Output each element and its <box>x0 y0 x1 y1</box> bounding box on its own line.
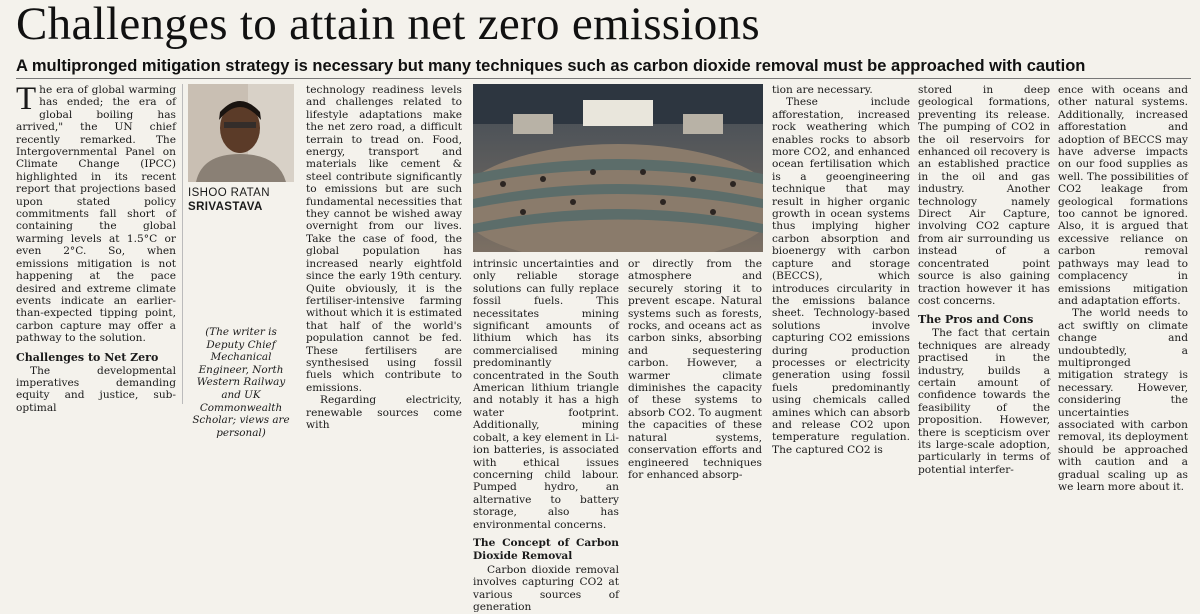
paragraph: stored in deep geological formations, preventing its release. The pumping of CO2 in the oil reservoirs for enhanced oil recovery is an established practice in the oil and gas industry. Another technology namely Direct Air Capture, involving CO2 capture from air surrounding us instead of a concentrated point source is also gaining traction however it has cost concerns. <box>918 84 1050 307</box>
author-bio: (The writer is Deputy Chief Mechanical Engineer, North Western Railway and UK Commonwealth Scholar; views are personal) <box>192 326 290 439</box>
paragraph: ence with oceans and other natural systems. Additionally, increased afforestation and adoption of BECCS may have adverse impacts on our food supplies as well. The possibilities of CO2 leakage from geological formations too cannot be ignored. Also, it is argued that excessive reliance on carbon removal pathways may lead to complacency in emissions mitigation and adaptation efforts. <box>1058 84 1188 307</box>
article-subheadline: A multipronged mitigation strategy is necessary but many techniques such as carbon dioxide removal must be approached with caution <box>16 57 1086 75</box>
section-heading-net-zero: Challenges to Net Zero <box>16 350 159 364</box>
paragraph: These include afforestation, increased rock weathering which enables rocks to absorb more CO2, and enhanced ocean fertilisation which is a geoengineering technique that may result in higher organic growth in ocean systems thus implying higher carbon absorption and bioenergy with carbon capture and storage (BECCS), which introduces circularity in the emissions balance sheet. Technology-based solutions involve capturing CO2 emissions during production processes or electricity generation using fossil fuels predominantly using chemicals called amines which can absorb and release CO2 upon temperature regulation. The captured CO2 is <box>772 96 910 456</box>
paragraph: or directly from the atmosphere and securely storing it to prevent escape. Natural systems such as forests, rocks, and oceans act as carbon sinks, absorbing and sequestering carbon. However, a warmer climate diminishes the capacity of these systems to absorb CO2. To augment the capacities of these natural systems, conservation efforts and engineered techniques for enhanced absorp- <box>628 258 762 481</box>
column-6 <box>918 84 1050 476</box>
section-heading-concept: The Concept of Carbon Dioxide Removal <box>473 536 619 562</box>
column-1 <box>16 81 176 414</box>
paragraph: Regarding electricity, renewable sources come with <box>306 394 462 431</box>
paragraph: The developmental imperatives demanding equity and justice, sub-optimal <box>16 364 176 414</box>
author-first-name: ISHOO RATAN <box>188 187 270 199</box>
paragraph: The fact that certain techniques are already practised in the industry, builds a certain amount of confidence towards the feasibility of the proposition. However, there is scepticism over its large-scale adoption, particularly in terms of potential interfer- <box>918 327 1050 476</box>
conference-photo <box>473 84 763 252</box>
column-2 <box>306 84 462 431</box>
drop-cap: T <box>16 81 37 117</box>
header-rule <box>16 78 1191 79</box>
column-3 <box>473 258 619 614</box>
author-photo <box>188 84 294 182</box>
paragraph: technology readiness levels and challenges related to lifestyle adaptations make the net zero road, a difficult terrain to tread on. Food, energy, transport and materials like cement & steel contribute significantly to emissions but are such fundamental necessities that they cannot be wished away overnight from our lives. Take the case of food, the global population has increased nearly eightfold since the early 19th century. Quite obviously, it is the fertiliser-intensive farming without which it is estimated that half of the world's population cannot be fed. These fertilisers are synthesised using fossil fuels which contribute to emissions. <box>306 84 462 394</box>
paragraph: Carbon dioxide removal involves capturing CO2 at various sources of generation <box>473 563 619 614</box>
paragraph: intrinsic uncertainties and only reliable storage solutions can fully replace fossil fuels. This necessitates mining significant amounts of lithium which has its commercialised mining predominantly concentrated in the South American lithium triangle and notably it has a high water footprint. Additionally, mining cobalt, a key element in Li-ion batteries, is associated with ethical issues concerning child labour. Pumped hydro, an alternative to battery storage, also has environmental concerns. <box>473 258 619 531</box>
column-divider <box>182 84 183 404</box>
article-headline: Challenges to attain net zero emissions <box>16 0 760 50</box>
section-heading-pros-cons: The Pros and Cons <box>918 313 1034 327</box>
paragraph: The world needs to act swiftly on climate change and undoubtedly, a multipronged mitigation strategy is necessary. However, considering the uncertainties associated with carbon removal, its deployment should be approached with caution and a gradual scaling up as we learn more about it. <box>1058 307 1188 493</box>
paragraph <box>16 81 176 345</box>
paragraph: tion are necessary. <box>772 84 873 96</box>
column-4 <box>628 258 762 481</box>
column-7 <box>1058 84 1188 493</box>
column-5 <box>772 84 910 456</box>
paragraph-text: he era of global warming has ended; the era of global boiling has arrived," the UN chief recently remarked. The Intergovernmental Panel on Climate Change (IPCC) highlighted in its recent report that projections based upon stated policy commitments fall short of containing the global warming levels at 1.5°C or even 2°C. So, when emissions mitigation is not happening at the pace desired and extreme climate events indicate an earlier-than-expected tipping point, carbon capture may offer a pathway to the solution. <box>16 84 176 345</box>
author-last-name: SRIVASTAVA <box>188 201 263 213</box>
author-byline <box>188 186 296 214</box>
